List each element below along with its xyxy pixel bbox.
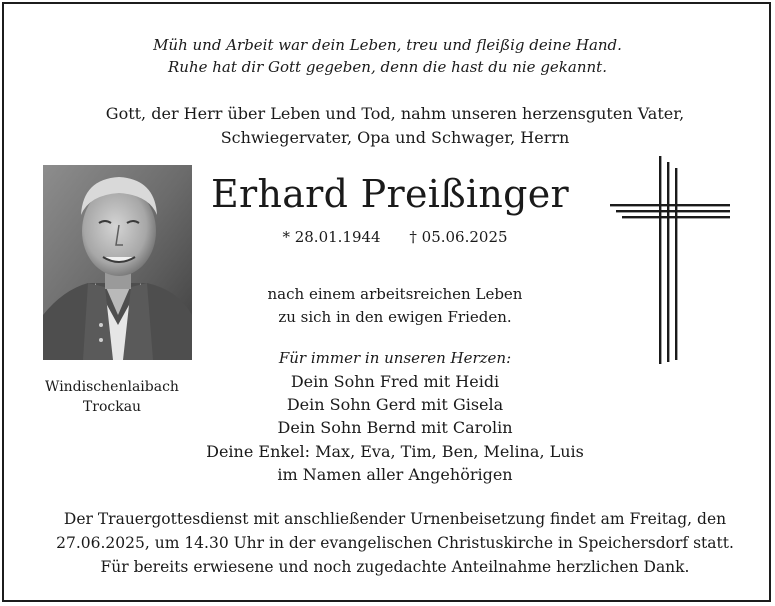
service-line: 27.06.2025, um 14.30 Uhr in der evangelischen Christuskirche in Speichersdorf statt. [56, 534, 734, 552]
place-name: Trockau [82, 399, 142, 415]
life-dates [200, 226, 590, 248]
mourner-entry: Dein Sohn Fred mit Heidi [290, 372, 500, 391]
intro-line: Schwiegervater, Opa und Schwager, Herrn [220, 128, 570, 147]
passing-line: nach einem arbeitsreichen Leben [267, 285, 523, 303]
service-info [0, 507, 775, 579]
death-date: † 05.06.2025 [409, 228, 508, 246]
service-line: Der Trauergottesdienst mit anschließender Urnenbeisetzung findet am Freitag, den [63, 510, 727, 528]
remembrance-line: Für immer in unseren Herzen: [278, 349, 512, 367]
passing-text [200, 283, 590, 329]
motto-line: Ruhe hat dir Gott gegeben, denn die hast du nie gekannt. [168, 58, 607, 76]
birth-date: * 28.01.1944 [282, 228, 381, 246]
intro-text [0, 102, 775, 150]
mourners-list [150, 370, 640, 486]
mourner-entry: im Namen aller Angehörigen [277, 464, 513, 484]
intro-line: Gott, der Herr über Leben und Tod, nahm unseren herzensguten Vater, [105, 104, 685, 123]
mourner-entry: Dein Sohn Bernd mit Carolin [277, 418, 513, 438]
mourner-entry: Deine Enkel: Max, Eva, Tim, Ben, Melina, Luis [206, 441, 584, 461]
deceased-name: Erhard Preißinger [210, 172, 570, 216]
portrait-photo [43, 165, 192, 360]
passing-line: zu sich in den ewigen Frieden. [278, 308, 512, 326]
cross-icon [610, 156, 734, 366]
motto-line: Müh und Arbeit war dein Leben, treu und fleißig deine Hand. [153, 36, 622, 54]
service-line: Für bereits erwiesene und noch zugedachte Anteilnahme herzlichen Dank. [100, 558, 690, 576]
mourner-entry: Dein Sohn Gerd mit Gisela [286, 395, 504, 415]
place-name: Windischenlaibach [45, 379, 179, 395]
motto [0, 34, 775, 78]
